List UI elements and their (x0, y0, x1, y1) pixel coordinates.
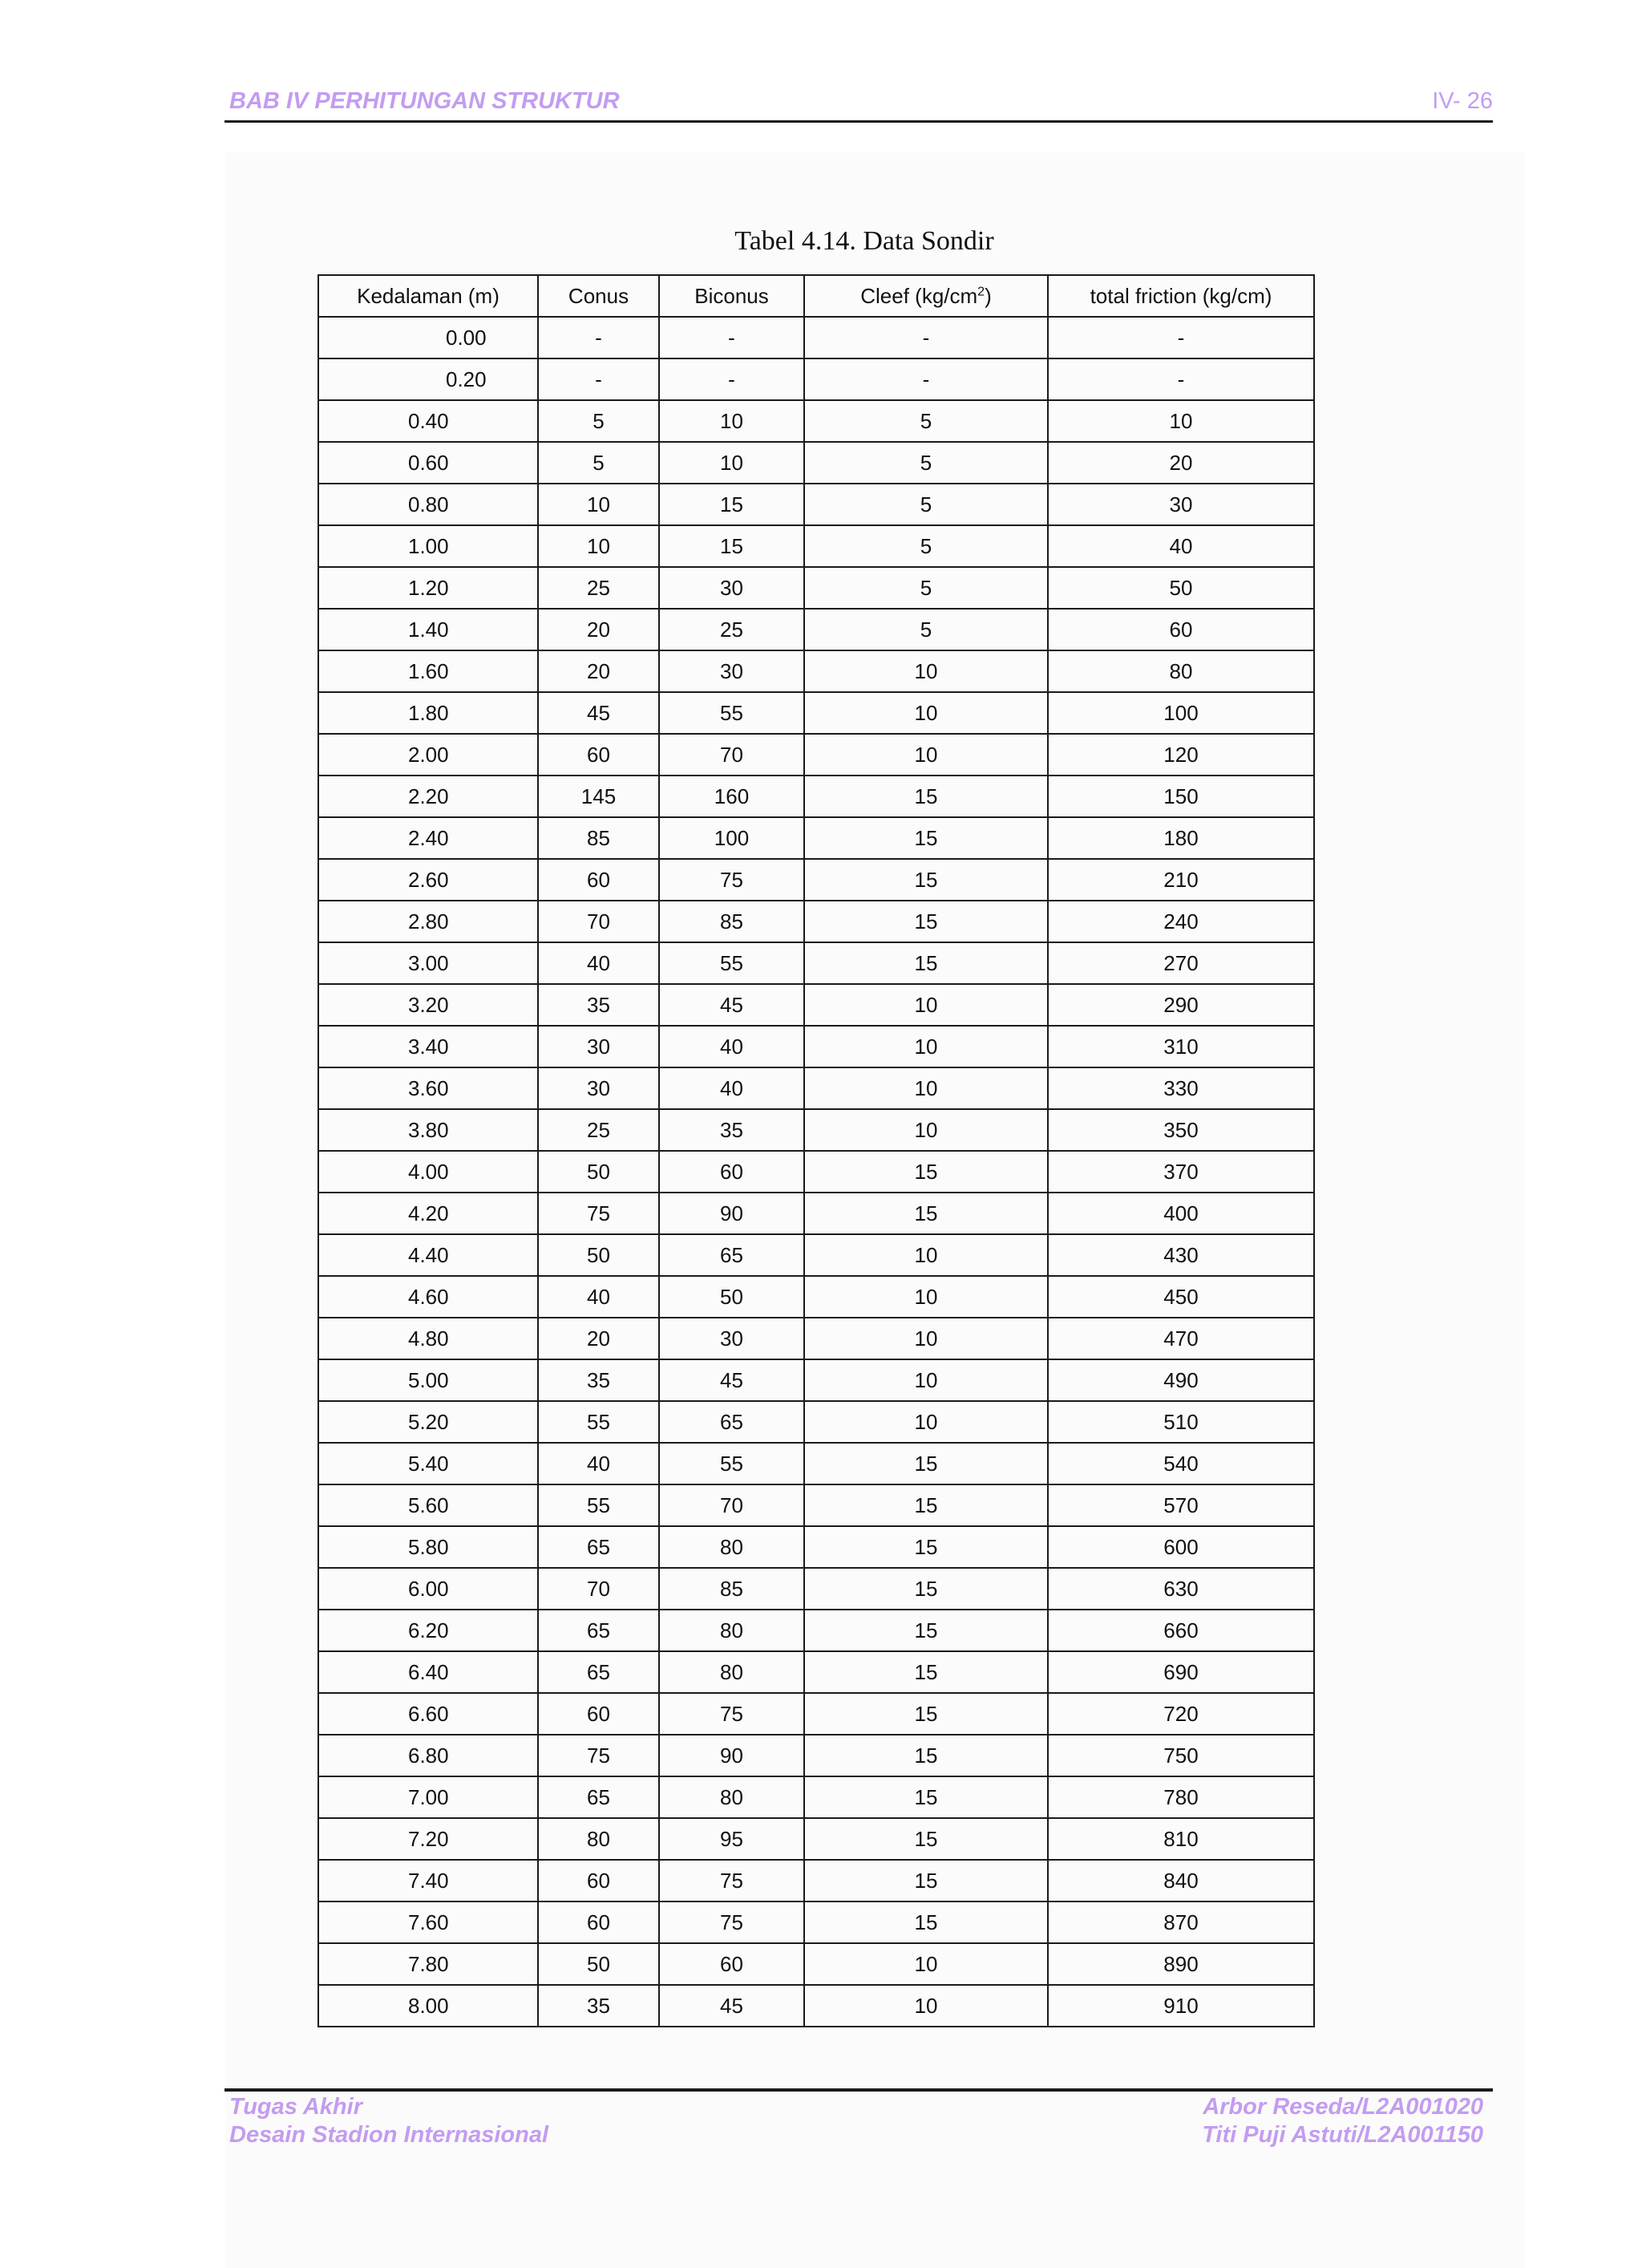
cell-total-friction: 100 (1048, 692, 1314, 734)
table-row (318, 1443, 1314, 1484)
cell-biconus: 65 (659, 1401, 804, 1443)
cell-total-friction: 540 (1048, 1443, 1314, 1484)
cell-biconus: 80 (659, 1526, 804, 1568)
cell-depth: 3.80 (318, 1109, 538, 1151)
cell-biconus: 30 (659, 567, 804, 609)
cell-total-friction: 60 (1048, 609, 1314, 650)
cell-total-friction: - (1048, 358, 1314, 400)
cell-cleef: 15 (804, 1151, 1048, 1193)
cell-depth: 5.80 (318, 1526, 538, 1568)
cell-biconus: 70 (659, 734, 804, 776)
cell-depth: 3.00 (318, 942, 538, 984)
cell-cleef: 15 (804, 1610, 1048, 1651)
cell-depth: 0.00 (318, 317, 538, 358)
cell-conus: 40 (538, 1276, 659, 1318)
cell-total-friction: 430 (1048, 1234, 1314, 1276)
table-row (318, 1318, 1314, 1359)
cell-depth: 4.60 (318, 1276, 538, 1318)
cell-conus: 65 (538, 1651, 659, 1693)
cell-depth: 7.80 (318, 1943, 538, 1985)
cell-depth: 4.40 (318, 1234, 538, 1276)
cell-cleef: 15 (804, 1776, 1048, 1818)
table-row (318, 817, 1314, 859)
cell-depth: 1.00 (318, 525, 538, 567)
cell-conus: 30 (538, 1067, 659, 1109)
cell-cleef: 15 (804, 901, 1048, 942)
header-divider (224, 120, 1493, 123)
cell-total-friction: 890 (1048, 1943, 1314, 1985)
cell-biconus: 45 (659, 984, 804, 1026)
cell-cleef: - (804, 358, 1048, 400)
cell-total-friction: 80 (1048, 650, 1314, 692)
table-row (318, 776, 1314, 817)
cell-cleef: 15 (804, 1193, 1048, 1234)
cell-cleef: 5 (804, 484, 1048, 525)
cell-biconus: 65 (659, 1234, 804, 1276)
cell-depth: 6.80 (318, 1735, 538, 1776)
cell-cleef: - (804, 317, 1048, 358)
cell-biconus: 95 (659, 1818, 804, 1860)
page-number: IV- 26 (1432, 88, 1493, 114)
cell-biconus: 10 (659, 400, 804, 442)
cell-total-friction: 20 (1048, 442, 1314, 484)
table-row (318, 1985, 1314, 2027)
cell-biconus: 90 (659, 1193, 804, 1234)
table-row (318, 1234, 1314, 1276)
cell-biconus: 45 (659, 1359, 804, 1401)
cell-biconus: 75 (659, 859, 804, 901)
cell-biconus: 40 (659, 1067, 804, 1109)
cell-conus: 60 (538, 734, 659, 776)
cell-cleef: 15 (804, 817, 1048, 859)
cell-biconus: 75 (659, 1860, 804, 1901)
cell-total-friction: 310 (1048, 1026, 1314, 1067)
cell-total-friction: 400 (1048, 1193, 1314, 1234)
footer-project: Desain Stadion Internasional (229, 2122, 549, 2148)
table-row (318, 484, 1314, 525)
sondir-data-table (317, 274, 1315, 2027)
table-row (318, 317, 1314, 358)
cell-biconus: 50 (659, 1276, 804, 1318)
cell-biconus: 100 (659, 817, 804, 859)
table-row (318, 525, 1314, 567)
cell-total-friction: 510 (1048, 1401, 1314, 1443)
cell-depth: 7.20 (318, 1818, 538, 1860)
cell-total-friction: 290 (1048, 984, 1314, 1026)
cell-depth: 5.20 (318, 1401, 538, 1443)
column-header-conus: Conus (538, 275, 659, 317)
cell-total-friction: 210 (1048, 859, 1314, 901)
cell-total-friction: 330 (1048, 1067, 1314, 1109)
cell-conus: 30 (538, 1026, 659, 1067)
cell-biconus: 85 (659, 1568, 804, 1610)
cell-total-friction: 10 (1048, 400, 1314, 442)
column-header-total-friction: total friction (kg/cm) (1048, 275, 1314, 317)
cell-cleef: 15 (804, 1443, 1048, 1484)
cell-depth: 3.60 (318, 1067, 538, 1109)
table-row (318, 1651, 1314, 1693)
cell-depth: 0.60 (318, 442, 538, 484)
cell-conus: 35 (538, 1359, 659, 1401)
cell-cleef: 5 (804, 525, 1048, 567)
cell-conus: 60 (538, 1860, 659, 1901)
cell-cleef: 15 (804, 1526, 1048, 1568)
cell-depth: 7.60 (318, 1901, 538, 1943)
cell-conus: 50 (538, 1943, 659, 1985)
cell-conus: 20 (538, 1318, 659, 1359)
cell-total-friction: 750 (1048, 1735, 1314, 1776)
cell-depth: 2.40 (318, 817, 538, 859)
cell-conus: 70 (538, 1568, 659, 1610)
cell-biconus: 55 (659, 1443, 804, 1484)
cell-biconus: 35 (659, 1109, 804, 1151)
cleef-header-text: Cleef (kg/cm (860, 283, 978, 308)
cell-conus: 85 (538, 817, 659, 859)
table-row (318, 1151, 1314, 1193)
cell-biconus: 10 (659, 442, 804, 484)
cell-total-friction: 630 (1048, 1568, 1314, 1610)
cell-total-friction: 780 (1048, 1776, 1314, 1818)
cell-depth: 1.20 (318, 567, 538, 609)
cell-depth: 6.60 (318, 1693, 538, 1735)
cell-cleef: 10 (804, 692, 1048, 734)
cell-conus: 10 (538, 525, 659, 567)
cell-cleef: 10 (804, 734, 1048, 776)
cell-cleef: 15 (804, 942, 1048, 984)
table-row (318, 1776, 1314, 1818)
cell-conus: 80 (538, 1818, 659, 1860)
table-body (318, 317, 1314, 2027)
cell-biconus: 70 (659, 1484, 804, 1526)
cell-total-friction: 350 (1048, 1109, 1314, 1151)
cell-conus: 75 (538, 1735, 659, 1776)
cell-total-friction: - (1048, 317, 1314, 358)
table-row (318, 692, 1314, 734)
cell-conus: 50 (538, 1234, 659, 1276)
cell-conus: 45 (538, 692, 659, 734)
cell-cleef: 15 (804, 1651, 1048, 1693)
footer-author-1: Arbor Reseda/L2A001020 (1203, 2094, 1483, 2120)
cell-conus: 55 (538, 1401, 659, 1443)
cell-biconus: 25 (659, 609, 804, 650)
footer-course: Tugas Akhir (229, 2094, 362, 2120)
cell-conus: 60 (538, 859, 659, 901)
cell-cleef: 10 (804, 1067, 1048, 1109)
cell-depth: 1.60 (318, 650, 538, 692)
table-row (318, 984, 1314, 1026)
cell-depth: 4.20 (318, 1193, 538, 1234)
cell-total-friction: 600 (1048, 1526, 1314, 1568)
chapter-header-title: BAB IV PERHITUNGAN STRUKTUR (229, 88, 620, 114)
cell-total-friction: 910 (1048, 1985, 1314, 2027)
cell-biconus: 40 (659, 1026, 804, 1067)
cell-conus: 25 (538, 1109, 659, 1151)
table-row (318, 400, 1314, 442)
cell-total-friction: 50 (1048, 567, 1314, 609)
cell-cleef: 10 (804, 1943, 1048, 1985)
cell-conus: 65 (538, 1776, 659, 1818)
cell-cleef: 15 (804, 859, 1048, 901)
cell-biconus: 60 (659, 1151, 804, 1193)
cell-cleef: 10 (804, 1318, 1048, 1359)
footer-left (229, 2093, 548, 2149)
table-row (318, 1109, 1314, 1151)
cell-cleef: 15 (804, 776, 1048, 817)
table-row (318, 1359, 1314, 1401)
table-row (318, 1860, 1314, 1901)
cell-conus: 70 (538, 901, 659, 942)
column-header-cleef (804, 275, 1048, 317)
cell-biconus: 90 (659, 1735, 804, 1776)
cell-cleef: 5 (804, 609, 1048, 650)
cell-biconus: 15 (659, 484, 804, 525)
cell-depth: 3.20 (318, 984, 538, 1026)
cell-biconus: 75 (659, 1693, 804, 1735)
cell-depth: 6.00 (318, 1568, 538, 1610)
cell-total-friction: 40 (1048, 525, 1314, 567)
cell-depth: 0.40 (318, 400, 538, 442)
cleef-header-superscript: 2 (977, 284, 985, 298)
cell-depth: 2.60 (318, 859, 538, 901)
table-row (318, 1526, 1314, 1568)
cell-biconus: 15 (659, 525, 804, 567)
cleef-header-close: ) (985, 283, 992, 308)
cell-total-friction: 840 (1048, 1860, 1314, 1901)
table-row (318, 1610, 1314, 1651)
cell-conus: 10 (538, 484, 659, 525)
cell-conus: - (538, 358, 659, 400)
cell-total-friction: 370 (1048, 1151, 1314, 1193)
cell-conus: 5 (538, 400, 659, 442)
cell-biconus: 30 (659, 650, 804, 692)
table-row (318, 567, 1314, 609)
cell-total-friction: 120 (1048, 734, 1314, 776)
cell-cleef: 10 (804, 1234, 1048, 1276)
cell-depth: 0.80 (318, 484, 538, 525)
cell-conus: 60 (538, 1901, 659, 1943)
table-row (318, 1401, 1314, 1443)
cell-depth: 4.80 (318, 1318, 538, 1359)
cell-conus: 40 (538, 942, 659, 984)
table-row (318, 1568, 1314, 1610)
cell-biconus: 30 (659, 1318, 804, 1359)
cell-depth: 7.40 (318, 1860, 538, 1901)
cell-conus: 35 (538, 984, 659, 1026)
cell-biconus: 80 (659, 1651, 804, 1693)
cell-depth: 5.40 (318, 1443, 538, 1484)
cell-total-friction: 870 (1048, 1901, 1314, 1943)
cell-depth: 3.40 (318, 1026, 538, 1067)
table-row (318, 1818, 1314, 1860)
cell-biconus: 80 (659, 1610, 804, 1651)
cell-biconus: 60 (659, 1943, 804, 1985)
cell-cleef: 15 (804, 1860, 1048, 1901)
table-row (318, 1735, 1314, 1776)
footer-right (1202, 2093, 1483, 2149)
cell-cleef: 15 (804, 1735, 1048, 1776)
table-header-row (318, 275, 1314, 317)
table-row (318, 901, 1314, 942)
cell-total-friction: 450 (1048, 1276, 1314, 1318)
cell-cleef: 10 (804, 1359, 1048, 1401)
table-row (318, 1901, 1314, 1943)
cell-biconus: - (659, 317, 804, 358)
cell-cleef: 5 (804, 567, 1048, 609)
cell-cleef: 10 (804, 650, 1048, 692)
cell-biconus: 75 (659, 1901, 804, 1943)
table-row (318, 1026, 1314, 1067)
cell-total-friction: 810 (1048, 1818, 1314, 1860)
table-row (318, 1943, 1314, 1985)
cell-cleef: 15 (804, 1818, 1048, 1860)
cell-conus: 65 (538, 1610, 659, 1651)
cell-depth: 0.20 (318, 358, 538, 400)
cell-biconus: 160 (659, 776, 804, 817)
cell-total-friction: 270 (1048, 942, 1314, 984)
table-row (318, 1067, 1314, 1109)
cell-conus: 35 (538, 1985, 659, 2027)
cell-total-friction: 570 (1048, 1484, 1314, 1526)
column-header-biconus: Biconus (659, 275, 804, 317)
cell-cleef: 10 (804, 1026, 1048, 1067)
cell-total-friction: 490 (1048, 1359, 1314, 1401)
cell-depth: 7.00 (318, 1776, 538, 1818)
cell-conus: - (538, 317, 659, 358)
cell-cleef: 10 (804, 1276, 1048, 1318)
table-row (318, 609, 1314, 650)
cell-total-friction: 690 (1048, 1651, 1314, 1693)
cell-total-friction: 180 (1048, 817, 1314, 859)
table-row (318, 1193, 1314, 1234)
cell-cleef: 15 (804, 1484, 1048, 1526)
cell-total-friction: 150 (1048, 776, 1314, 817)
cell-depth: 2.80 (318, 901, 538, 942)
cell-cleef: 15 (804, 1901, 1048, 1943)
cell-biconus: - (659, 358, 804, 400)
table-row (318, 1693, 1314, 1735)
cell-depth: 2.20 (318, 776, 538, 817)
cell-biconus: 55 (659, 942, 804, 984)
cell-cleef: 5 (804, 400, 1048, 442)
cell-depth: 1.80 (318, 692, 538, 734)
cell-biconus: 80 (659, 1776, 804, 1818)
table-row (318, 650, 1314, 692)
cell-cleef: 10 (804, 1401, 1048, 1443)
cell-conus: 55 (538, 1484, 659, 1526)
cell-conus: 65 (538, 1526, 659, 1568)
cell-depth: 6.20 (318, 1610, 538, 1651)
table-caption: Tabel 4.14. Data Sondir (734, 226, 994, 256)
footer-author-2: Titi Puji Astuti/L2A001150 (1202, 2122, 1483, 2148)
cell-depth: 8.00 (318, 1985, 538, 2027)
column-header-depth: Kedalaman (m) (318, 275, 538, 317)
footer-divider (224, 2088, 1493, 2092)
cell-total-friction: 720 (1048, 1693, 1314, 1735)
cell-conus: 40 (538, 1443, 659, 1484)
cell-biconus: 45 (659, 1985, 804, 2027)
cell-cleef: 10 (804, 1109, 1048, 1151)
cell-depth: 5.00 (318, 1359, 538, 1401)
cell-total-friction: 240 (1048, 901, 1314, 942)
cell-biconus: 55 (659, 692, 804, 734)
table-row (318, 442, 1314, 484)
table-row (318, 358, 1314, 400)
cell-conus: 50 (538, 1151, 659, 1193)
cell-depth: 5.60 (318, 1484, 538, 1526)
cell-conus: 60 (538, 1693, 659, 1735)
cell-cleef: 10 (804, 1985, 1048, 2027)
table-row (318, 942, 1314, 984)
cell-conus: 5 (538, 442, 659, 484)
cell-cleef: 15 (804, 1568, 1048, 1610)
table-row (318, 859, 1314, 901)
table-row (318, 734, 1314, 776)
cell-depth: 1.40 (318, 609, 538, 650)
cell-cleef: 10 (804, 984, 1048, 1026)
cell-cleef: 5 (804, 442, 1048, 484)
cell-conus: 75 (538, 1193, 659, 1234)
cell-depth: 2.00 (318, 734, 538, 776)
cell-conus: 25 (538, 567, 659, 609)
cell-conus: 145 (538, 776, 659, 817)
cell-depth: 6.40 (318, 1651, 538, 1693)
cell-depth: 4.00 (318, 1151, 538, 1193)
cell-conus: 20 (538, 609, 659, 650)
cell-biconus: 85 (659, 901, 804, 942)
cell-total-friction: 30 (1048, 484, 1314, 525)
table-row (318, 1484, 1314, 1526)
cell-total-friction: 470 (1048, 1318, 1314, 1359)
cell-conus: 20 (538, 650, 659, 692)
cell-total-friction: 660 (1048, 1610, 1314, 1651)
cell-cleef: 15 (804, 1693, 1048, 1735)
table-row (318, 1276, 1314, 1318)
